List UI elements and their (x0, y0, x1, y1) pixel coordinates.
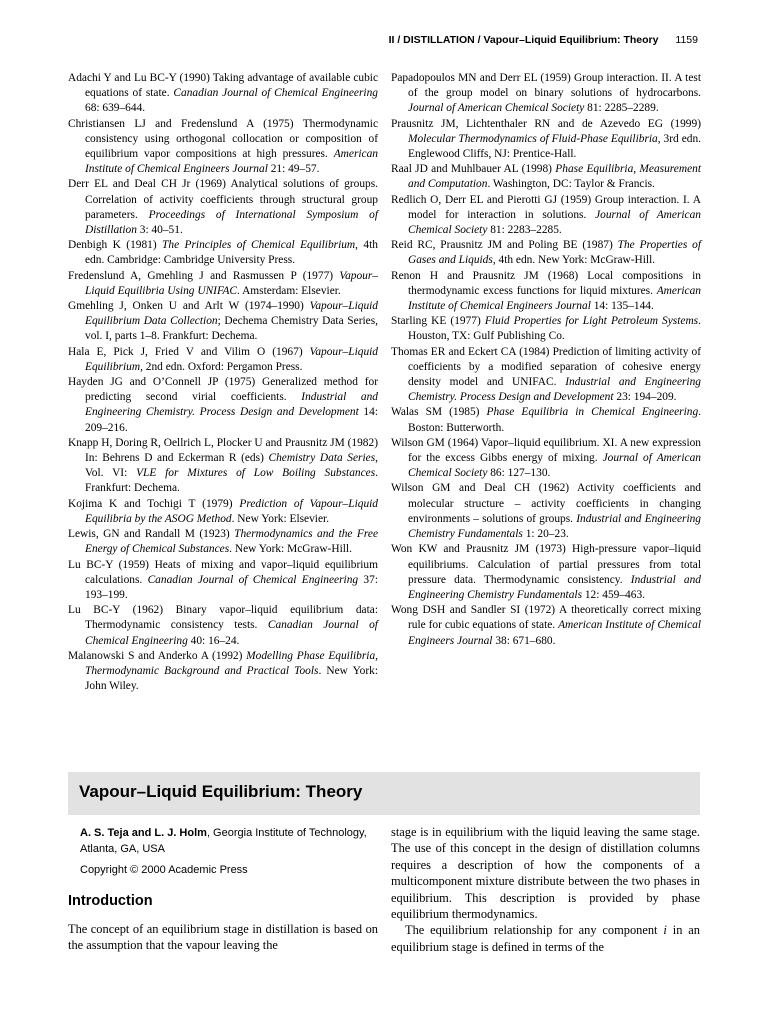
reference-entry (68, 177, 378, 238)
reference-entry (391, 193, 701, 239)
reference-journal: Canadian Journal of Chemical Engineering (173, 87, 378, 100)
reference-text: . New York: McGraw-Hill. (229, 543, 352, 556)
reference-text: Adachi Y and Lu BC-Y (1990) Taking advantage of available cubic equations of state. (68, 72, 378, 100)
reference-text: 21: 49–57. (267, 163, 320, 176)
reference-text: Lewis, GN and Randall M (1923) (68, 528, 235, 541)
reference-text: . Boston: Butterworth. (408, 406, 701, 434)
reference-book-title: Thermodynamics and the Free Energy of Chemical Substances (85, 528, 378, 556)
reference-entry (68, 269, 378, 299)
reference-journal: American Institute of Chemical Engineers Journal (408, 284, 701, 313)
reference-entry (68, 71, 378, 117)
reference-text: . Washington, DC: Taylor & Francis. (487, 178, 655, 191)
reference-journal: Proceedings of International Symposium of Distillation (85, 208, 378, 237)
paragraph-2-text-end: in an equilibrium stage is defined in terms of the (391, 923, 701, 954)
reference-text: . New York: Elsevier. (231, 512, 330, 525)
reference-book-title: Phase Equilibria in Chemical Engineering (486, 406, 699, 419)
reference-entry (68, 497, 378, 527)
reference-text: Wong DSH and Sandler SI (1972) A theoretically correct mixing rule for cubic equations of state. (391, 604, 701, 632)
references-right-column (391, 71, 701, 649)
reference-book-title: Molecular Thermodynamics of Fluid-Phase Equilibria (408, 132, 658, 145)
reference-text: Raal JD and Muhlbauer AL (1998) (391, 163, 556, 176)
reference-text: Fredenslund A, Gmehling J and Rasmussen P (1977) (68, 269, 340, 282)
reference-text: 37: 193–199. (85, 573, 378, 601)
reference-entry (391, 71, 701, 117)
copyright-notice: Copyright © 2000 Academic Press (80, 864, 248, 876)
reference-book-title: Fluid Properties for Light Petroleum Systems (484, 315, 699, 328)
reference-text: . Frankfurt: Dechema. (85, 467, 379, 495)
reference-text: Lu BC-Y (1962) Binary vapor–liquid equilibrium data: Thermodynamic consistency tests. (68, 604, 378, 632)
reference-text: , 4th edn. Cambridge: Cambridge University Press. (85, 239, 378, 267)
author-affiliation-text: , Georgia Institute of Technology, Atlanta, GA, USA (80, 827, 367, 855)
reference-text: 14: 209–216. (85, 406, 378, 434)
reference-text: ; Dechema Chemistry Data Series, vol. I, parts 1–8. Frankfurt: Dechema. (85, 315, 378, 343)
reference-entry (68, 375, 378, 436)
reference-text: Denbigh K (1981) (68, 239, 163, 252)
reference-journal: Journal of American Chemical Society (408, 452, 701, 480)
reference-text: Papadopoulos MN and Derr EL (1959) Group interaction. II. A test of the group model on binary solutions of hydrocarbons. (391, 72, 701, 100)
reference-entry (68, 345, 378, 375)
reference-book-title: Vapour–Liquid Equilibrium Data Collection (85, 300, 378, 328)
reference-text: 86: 127–130. (487, 467, 551, 480)
reference-book-title: Prediction of Vapour–Liquid Equilibria by the ASOG Method (85, 497, 378, 525)
reference-journal: Industrial and Engineering Chemistry. Process Design and Development (85, 391, 378, 419)
reference-entry (68, 299, 378, 345)
reference-journal: American Institute of Chemical Engineers Journal (408, 619, 701, 647)
running-header (0, 34, 698, 46)
reference-text: Wilson GM and Deal CH (1962) Activity coefficients and molecular structure – activity coefficients in changing environments – solutions of groups. (391, 482, 701, 525)
reference-text: Starling KE (1977) (391, 315, 485, 328)
reference-text: Redlich O, Derr EL and Pierotti GJ (1959) Group interaction. I. A model for interaction in solutions. (391, 193, 701, 221)
reference-entry (391, 238, 701, 268)
reference-text: . Amsterdam: Elsevier. (237, 284, 341, 297)
introduction-heading: Introduction (68, 893, 153, 909)
reference-entry (391, 542, 701, 603)
paragraph-2-text-start: The equilibrium relationship for any component (405, 923, 664, 938)
reference-text: , Vol. VI: (85, 452, 378, 480)
introduction-right-column (391, 824, 700, 955)
reference-text: Gmehling J, Onken U and Arlt W (1974–1990) (68, 300, 310, 313)
introduction-paragraph-1: stage is in equilibrium with the liquid leaving the same stage. The use of this concept in the design of distillation columns requires a description of how the components of a multicomponent mixture distribute between the two phases in equilibrium. This description is provided by phase equilibrium thermodynamics. (391, 825, 700, 922)
reference-entry (68, 436, 378, 497)
reference-text: Reid RC, Prausnitz JM and Poling BE (1987) (391, 239, 618, 252)
reference-entry (68, 117, 378, 178)
reference-entry (68, 603, 378, 649)
author-names: A. S. Teja and L. J. Holm (80, 827, 207, 839)
reference-text: 81: 2283–2285. (487, 224, 562, 237)
reference-text: 23: 194–209. (613, 391, 677, 404)
reference-entry (68, 649, 378, 695)
reference-text: Wilson GM (1964) Vapor–liquid equilibrium. XI. A new expression for the excess Gibbs energy of mixing. (391, 436, 701, 465)
reference-entry (391, 436, 701, 482)
reference-text: Malanowski S and Anderko A (1992) (68, 649, 247, 662)
reference-text: Thomas ER and Eckert CA (1984) Prediction of limiting activity of coefficients by a modified separation of cohesive energy density model and UNIFAC. (391, 345, 701, 389)
reference-text: Walas SM (1985) (391, 406, 487, 419)
reference-journal: Canadian Journal of Chemical Engineering (85, 619, 378, 647)
reference-entry (391, 269, 701, 315)
introduction-paragraph-2 (391, 922, 700, 955)
reference-book-title: Phase Equilibria, Measurement and Computation (408, 163, 701, 191)
reference-journal: Industrial and Engineering Chemistry Fundamentals (408, 512, 702, 541)
reference-entry (68, 558, 378, 604)
reference-entry (391, 603, 701, 649)
reference-book-title: Chemistry Data Series (268, 452, 376, 465)
page-number: 1159 (675, 34, 698, 46)
reference-journal: Canadian Journal of Chemical Engineering (147, 573, 359, 586)
introduction-paragraph-left: The concept of an equilibrium stage in distillation is based on the assumption that the vapour leaving the (68, 922, 378, 953)
component-variable-i: i (663, 923, 667, 938)
reference-book-title: Vapour–Liquid Equilibria Using UNIFAC (85, 269, 378, 297)
reference-journal: American Institute of Chemical Engineers Journal (85, 148, 378, 176)
reference-entry (68, 527, 378, 557)
reference-text: 3: 40–51. (136, 224, 183, 237)
reference-text: 38: 671–680. (492, 634, 556, 647)
reference-text: Prausnitz JM, Lichtenthaler RN and de Azevedo EG (1999) (391, 117, 701, 130)
reference-entry (391, 405, 701, 435)
reference-book-title: The Principles of Chemical Equilibrium (162, 239, 356, 252)
article-title: Vapour–Liquid Equilibrium: Theory (79, 782, 363, 801)
reference-text: . New York: John Wiley. (85, 664, 379, 693)
reference-text: , 3rd edn. Englewood Cliffs, NJ: Prentice-Hall. (408, 132, 701, 161)
reference-text: Lu BC-Y (1959) Heats of mixing and vapor–liquid equilibrium calculations. (68, 558, 378, 586)
reference-text: Renon H and Prausnitz JM (1968) Local compositions in thermodynamic excess functions for liquid mixtures. (391, 269, 701, 297)
reference-text: 40: 16–24. (187, 634, 240, 647)
reference-text: Christiansen LJ and Fredenslund A (1975) Thermodynamic consistency using orthogonal collocation or composition of equilibrium vapor compositions at high pressures. (68, 117, 378, 161)
reference-book-title: Modelling Phase Equilibria, Thermodynamic Background and Practical Tools (85, 649, 379, 677)
reference-text: Won KW and Prausnitz JM (1973) High-pressure vapor–liquid equilibriums. Calculation of partial pressures from total pressure data. Thermodynamic consistency. (391, 543, 701, 586)
reference-journal: Journal of American Chemical Society (408, 208, 701, 237)
reference-text: Hala E, Pick J, Fried V and Vilim O (1967) (68, 345, 310, 358)
running-header-section: II / DISTILLATION / Vapour–Liquid Equilibrium: Theory (388, 34, 659, 46)
reference-journal: Industrial and Engineering Chemistry Fundamentals (408, 573, 701, 601)
reference-journal: Industrial and Engineering Chemistry. Process Design and Development (408, 376, 701, 404)
reference-text: Hayden JG and O’Connell JP (1975) Generalized method for predicting second virial coefficients. (68, 376, 378, 404)
reference-text: 81: 2285–2289. (584, 102, 659, 115)
reference-text: 12: 459–463. (582, 588, 645, 601)
reference-text: 68: 639–644. (85, 102, 146, 115)
reference-text: Knapp H, Doring R, Oellrich L, Plocker U and Prausnitz JM (1982) In: Behrens D and Eckerman R (eds) (68, 436, 378, 465)
reference-entry (391, 345, 701, 406)
reference-entry (391, 481, 701, 542)
author-affiliation (80, 826, 370, 857)
reference-book-title: The Properties of Gases and Liquids (408, 239, 701, 267)
reference-text: . Houston, TX: Gulf Publishing Co. (408, 315, 701, 343)
reference-journal: Journal of American Chemical Society (408, 102, 585, 115)
reference-journal: VLE for Mixtures of Low Boiling Substances (136, 467, 376, 480)
references-left-column (68, 71, 378, 694)
reference-entry (391, 162, 701, 192)
reference-text: Derr EL and Deal CH Jr (1969) Analytical solutions of groups. Correlation of activity coefficients through structural group parameters. (68, 178, 378, 221)
reference-entry (391, 314, 701, 344)
article-title-band (68, 772, 700, 815)
reference-text: Kojima K and Tochigi T (1979) (68, 497, 240, 510)
reference-text: 14: 135–144. (590, 300, 654, 313)
reference-entry (391, 117, 701, 163)
reference-book-title: Vapour–Liquid Equilibrium (85, 345, 378, 373)
reference-text: , 4th edn. New York: McGraw-Hill. (492, 254, 656, 267)
reference-text: , 2nd edn. Oxford: Pergamon Press. (140, 360, 303, 373)
reference-text: 1: 20–23. (522, 528, 569, 541)
reference-entry (68, 238, 378, 268)
